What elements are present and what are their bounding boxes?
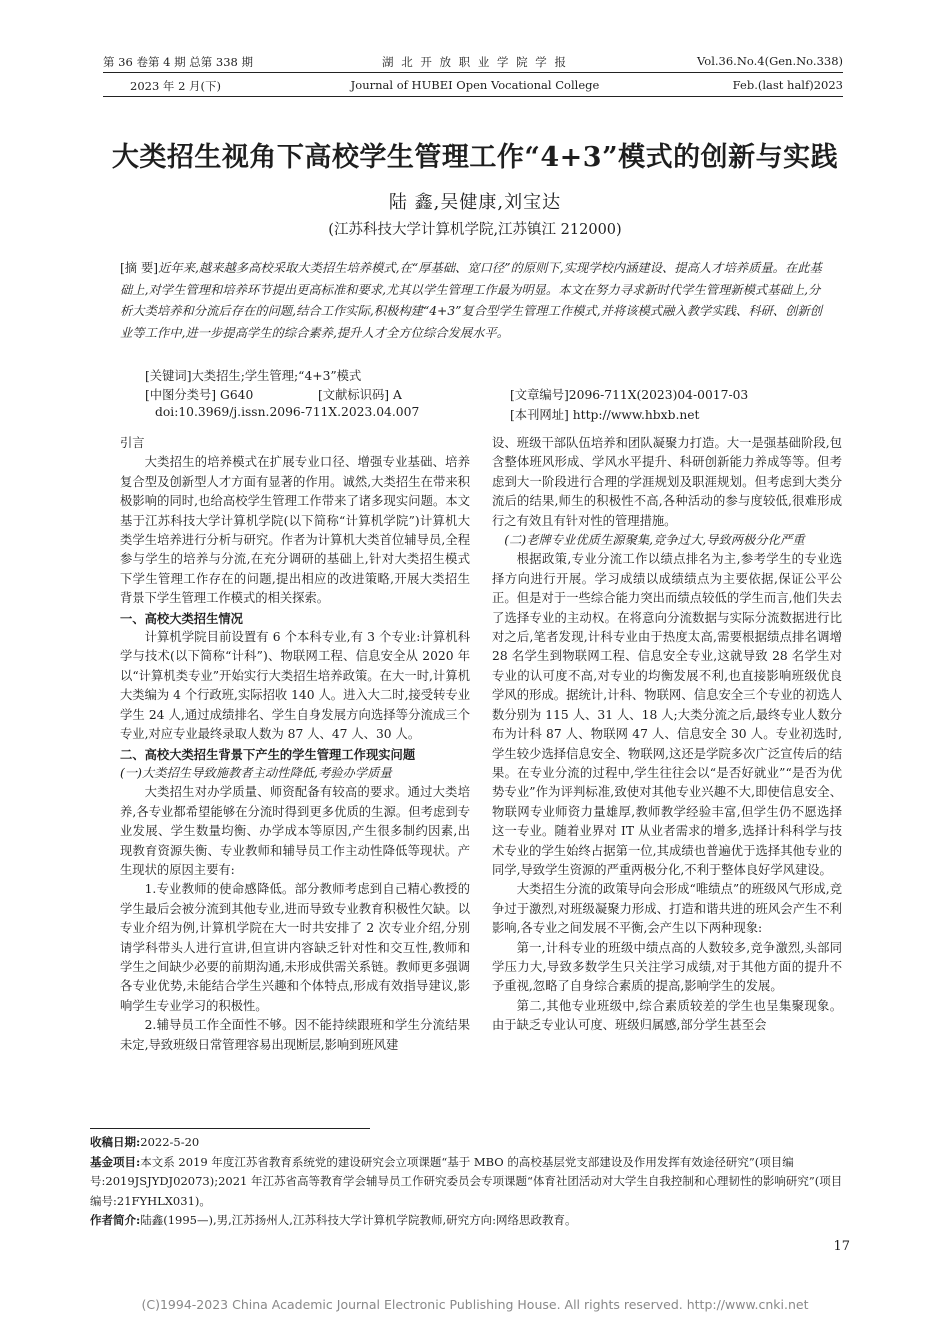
footnote-fund: 基金项目:本文系 2019 年度江苏省教育系统党的建设研究会立项课题“基于 MBO 的高校基层党支部建设及作用发挥有效途径研究”(项目编号:2019JSJYDJ02073);2021 年江苏省高等教育学会辅导员工作研究委员会专项课题“体育社团活动对大学生自我控制和心理韧性的影响研究”(项目编号:21FYHLX031)。 bbox=[90, 1154, 843, 1208]
right-paragraph-3: 大类招生分流的政策导向会形成“唯绩点”的班级风气形成,竞争过于激烈,对班级凝聚力形成、打造和谐共进的班风会产生不利影响,各专业之间发展不平衡,会产生以下两种现象: bbox=[492, 882, 842, 936]
section-2-paragraph-1: 大类招生对办学质量、师资配备有较高的要求。通过大类培养,各专业都希望能够在分流时得到更多优质的生源。但考虑到专业发展、学生数量均衡、办学成本等原因,产生很多制约因素,出现教育资源失衡、专业教师和辅导员工作主动性降低等现状。产生现状的原因主要有: bbox=[120, 785, 470, 877]
right-paragraph-2: 根据政策,专业分流工作以绩点排名为主,参考学生的专业选择方向进行开展。学习成绩以成绩绩点为主要依据,保证公平公正。但是对于一些综合能力突出而绩点较低的学生而言,他们失去了选择专业的主动权。在将意向分流数据与实际分流数据进行比对之后,笔者发现,计科专业由于热度太高,需要根据绩点排名调增 28 名学生到物联网工程、信息安全专业,这就导致 28 名学生对专业的认可度不高,对专业的均衡发展不利,也直接影响班级优良学风的形成。据统计,计科、物联网、信息安全三个专业的初选人数分别为 115 人、31 人、18 人;大类分流之后,最终专业人数分布为计科 87 人、物联网 47 人、信息安全 30 人。专业初选时,学生较少选择信息安全、物联网,这还是学院多次广泛宣传后的结果。在专业分流的过程中,学生往往会以“是否好就业”“是否为优势专业”作为评判标准,致使对其他专业兴趣不大,即使信息安全、物联网专业师资力量雄厚,教师教学经验丰富,但学生仍不愿选择这一专业。随着业界对 IT 从业者需求的增多,选择计科科学与技术专业的学生始终占据第一位,其成绩也普遍优于选择其他专业的同学,导致学生资源的严重两极分化,不利于整体良好学风建设。 bbox=[492, 552, 842, 877]
body-left-column bbox=[120, 434, 470, 1055]
abstract bbox=[120, 258, 830, 344]
footnote-author: 作者简介:陆鑫(1995—),男,江苏扬州人,江苏科技大学计算机学院教师,研究方向:网络思政教育。 bbox=[90, 1213, 577, 1227]
footnotes bbox=[90, 1133, 850, 1231]
abstract-label: [摘 要] bbox=[120, 261, 159, 275]
body-right-column bbox=[492, 434, 842, 1036]
article-value: 2096-711X(2023)04-0017-03 bbox=[568, 388, 749, 402]
clc-value: G640 bbox=[220, 388, 254, 402]
abstract-text: 近年来,越来越多高校采取大类招生培养模式,在“厚基础、宽口径”的原则下,实现学校内涵建设、提高人才培养质量。在此基础上,对学生管理和培养环节提出更高标准和要求,尤其以学生管理工作最为明显。本文在努力寻求新时代学生管理新模式基础上,分析大类培养和分流后存在的问题,结合工作实际,积极构建“4+3”复合型学生管理工作模式,并将该模式融入教学实践、科研、创新创业等工作中,进一步提高学生的综合素养,提升人才全方位综合发展水平。 bbox=[120, 261, 822, 340]
paper-authors: 陆 鑫,吴健康,刘宝达 bbox=[388, 192, 562, 213]
header-divider-bottom bbox=[103, 96, 843, 97]
section-2-paragraph-3: 2.辅导员工作全面性不够。因不能持续跟班和学生分流结果未定,导致班级日常管理容易出现断层,影响到班风建 bbox=[120, 1018, 470, 1052]
article-label: [文章编号] bbox=[510, 388, 569, 402]
keywords bbox=[145, 366, 361, 384]
clc-label: [中图分类号] bbox=[145, 388, 217, 402]
header-divider bbox=[103, 72, 843, 73]
url-value: http://www.hbxb.net bbox=[572, 408, 700, 422]
url-label: [本刊网址] bbox=[510, 408, 569, 422]
paper-title: 大类招生视角下高校学生管理工作“4+3”模式的创新与实践 bbox=[111, 142, 839, 173]
section-2-sub-1: (一)大类招生导致施教者主动性降低,考验办学质量 bbox=[120, 765, 392, 780]
copyright-notice: (C)1994-2023 China Academic Journal Electronic Publishing House. All rights reserved. http://www.cnki.net bbox=[141, 1297, 809, 1312]
doc-label: [文献标识码] bbox=[318, 388, 390, 402]
header-volume: 第 36 卷第 4 期 总第 338 期 bbox=[103, 55, 253, 69]
intro-paragraph: 大类招生的培养模式在扩展专业口径、增强专业基础、培养复合型及创新型人才方面有显著的作用。诚然,大类招生在带来积极影响的同时,也给高校学生管理工作带来了诸多现实问题。本文基于江苏科技大学计算机学院(以下简称“计算机学院”)计算机大类学生培养进行分析与研究。作者为计算机大类首位辅导员,全程参与学生的培养与分流,在充分调研的基础上,针对大类招生模式下学生管理工作存在的问题,提出相应的改进策略,开展大类招生背景下学生管理工作模式的相关探索。 bbox=[120, 455, 470, 606]
section-1-heading: 一、高校大类招生情况 bbox=[120, 610, 243, 626]
header-date-en: Feb.(last half)2023 bbox=[732, 78, 843, 92]
header-vol-en: Vol.36.No.4(Gen.No.338) bbox=[697, 54, 843, 68]
article-number bbox=[510, 385, 748, 403]
doc-value: A bbox=[393, 388, 402, 402]
header-journal-cn: 湖 北 开 放 职 业 学 院 学 报 bbox=[382, 55, 568, 69]
section-1-paragraph: 计算机学院目前设置有 6 个本科专业,有 3 个专业:计算机科学与技术(以下简称“计科”)、物联网工程、信息安全从 2020 年以“计算机类专业”开始实行大类招生培养政策。在大一时,计算机大类编为 4 个行政班,实际招收 140 人。进入大二时,接受转专业学生 24 人,通过成绩排名、学生自身发展方向选择等分流成三个专业,对应专业最终录取人数为 87 人、47 人、30 人。 bbox=[120, 630, 470, 742]
section-2-paragraph-2: 1.专业教师的使命感降低。部分教师考虑到自己精心教授的学生最后会被分流到其他专业,进而导致专业教育积极性欠缺。以专业介绍为例,计算机学院在大一时共安排了 2 次专业介绍,分别请学科带头人进行宣讲,但宣讲内容缺乏针对性和交互性,教师和学生之间缺少必要的前期沟通,未形成供需关系链。教师更多强调各专业优势,未能结合学生兴趣和个体特点,形成有效指导建议,影响学生专业学习的积极性。 bbox=[120, 882, 470, 1013]
page-number: 17 bbox=[833, 1239, 850, 1254]
doi: doi:10.3969/j.issn.2096-711X.2023.04.007 bbox=[155, 405, 420, 419]
clc-number bbox=[145, 385, 253, 403]
right-paragraph-5: 第二,其他专业班级中,综合素质较差的学生也呈集聚现象。由于缺乏专业认可度、班级归属感,部分学生甚至会 bbox=[492, 998, 842, 1033]
right-paragraph-1: 设、班级干部队伍培养和团队凝聚力打造。大一是强基础阶段,包含整体班风形成、学风水平提升、科研创新能力养成等等。但考虑到大一阶段进行合理的学涯规划及职涯规划。但考虑到大类分流后的结果,师生的积极性不高,各种活动的参与度较低,很难形成行之有效且有针对性的管理措施。 bbox=[492, 436, 842, 528]
header-journal-en: Journal of HUBEI Open Vocational College bbox=[350, 78, 600, 92]
footnote-divider bbox=[90, 1128, 370, 1129]
keywords-text: 大类招生;学生管理;“4+3”模式 bbox=[191, 369, 362, 383]
paper-affiliation: (江苏科技大学计算机学院,江苏镇江 212000) bbox=[328, 222, 622, 238]
right-paragraph-4: 第一,计科专业的班级中绩点高的人数较多,竞争激烈,头部同学压力大,导致多数学生只关注学习成绩,对于其他方面的提升不予重视,忽略了自身综合素质的提高,影响学生的发展。 bbox=[492, 940, 842, 994]
intro-heading: 引言 bbox=[120, 436, 145, 450]
header-date: 2023 年 2 月(下) bbox=[130, 79, 222, 93]
section-2-sub-2: (二)老牌专业优质生源聚集,竞争过大,导致两极分化严重 bbox=[504, 533, 805, 548]
journal-url bbox=[510, 405, 700, 423]
section-2-heading: 二、高校大类招生背景下产生的学生管理工作现实问题 bbox=[120, 746, 416, 762]
footnote-received: 收稿日期:2022-5-20 bbox=[90, 1135, 200, 1149]
keywords-label: [关键词] bbox=[145, 369, 192, 383]
doc-code bbox=[318, 385, 402, 403]
